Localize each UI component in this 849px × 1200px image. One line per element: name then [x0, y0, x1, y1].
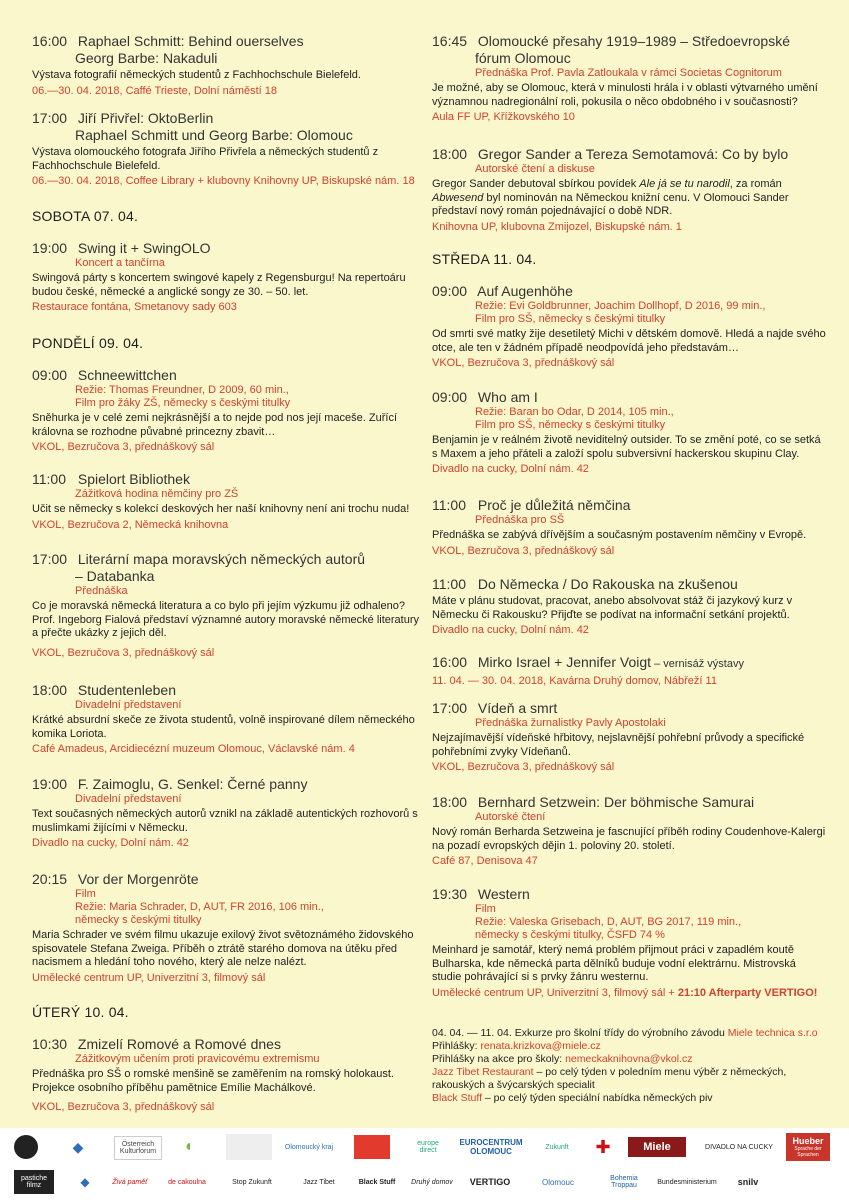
- event-title-2: fórum Olomouc: [475, 50, 571, 66]
- event-location: VKOL, Bezručova 3, přednáškový sál: [432, 544, 615, 557]
- event-time: 16:00: [432, 654, 468, 670]
- event-desc: Text současných německých autorů vznikl na základě autentických rozhovorů s muslimkami žijícími v Německu.: [32, 808, 418, 834]
- logo-stop: Stop Zukunft: [232, 1178, 272, 1186]
- event-time: 11:00: [32, 471, 66, 487]
- event-location: Divadlo na cucky, Dolní nám. 42: [432, 463, 589, 475]
- event-title: F. Zaimoglu, G. Senkel: Černé panny: [77, 776, 308, 792]
- event-desc: Benjamin je v reálném životě neviditelný outsider. To se změní poté, co se setká s Maxem a jeho přáteli a založí spolu subversivní hackerskou skupinu Clay.: [432, 434, 821, 460]
- event: [32, 33, 424, 98]
- event-location: VKOL, Bezručova 3, přednáškový sál: [32, 1101, 215, 1113]
- event-title: Spielort Bibliothek: [77, 471, 190, 487]
- event-desc: Výstava fotografií německých studentů z Fachhochschule Bielefeld.: [32, 69, 361, 81]
- event-subtitle: Film: [75, 888, 96, 900]
- event-title: Jiří Přivřel: OktoBerlin: [77, 110, 214, 126]
- logo-jazz-tibet: Jazz Tibet: [303, 1178, 335, 1186]
- event: [32, 871, 424, 985]
- event-title: Zmizelí Romové a Romové dnes: [77, 1036, 281, 1052]
- event-location: VKOL, Bezručova 3, přednáškový sál: [432, 761, 615, 773]
- event-time: 17:00: [432, 700, 468, 716]
- event-title: Swing it + SwingOLO: [77, 240, 211, 256]
- event-subtitle: Režie: Baran bo Odar, D 2014, 105 min.,: [475, 406, 674, 418]
- event-title: Raphael Schmitt: Behind ouerselves: [77, 33, 304, 49]
- event-subtitle: Přednáška pro SŠ: [475, 514, 565, 526]
- event: [432, 794, 828, 868]
- event-title: Bernhard Setzwein: Der böhmische Samurai: [477, 794, 755, 810]
- event-location: VKOL, Bezručova 3, přednáškový sál: [32, 646, 215, 659]
- logo-ziva-pamet: Živá paměť: [112, 1178, 148, 1186]
- event-title: Schneewittchen: [77, 367, 177, 383]
- logo-emblem: [14, 1135, 38, 1159]
- logo-cakoulna: de cakoulna: [168, 1178, 206, 1186]
- event-subtitle: Divadelní představení: [75, 699, 182, 711]
- event-time: 20:15: [32, 871, 68, 887]
- event-title: Mirko Israel + Jennifer Voigt: [477, 654, 652, 670]
- event-time: 09:00: [432, 283, 468, 299]
- event-location: Divadlo na cucky, Dolní nám. 42: [432, 624, 589, 636]
- event-title: Literární mapa moravských německých autorů: [77, 551, 366, 567]
- event: [32, 240, 424, 314]
- email-link[interactable]: nemeckaknihovna@vkol.cz: [565, 1053, 693, 1065]
- event-subtitle: Divadelní představení: [75, 793, 182, 805]
- event-time: 17:00: [32, 551, 68, 567]
- logo-eurocentrum: EUROCENTRUM OLOMOUC: [459, 1138, 523, 1156]
- event-title: Gregor Sander a Tereza Semotamová: Co by bylo: [477, 146, 789, 162]
- event-time: 11:00: [432, 497, 466, 513]
- event-subtitle: německy s českými titulky: [75, 914, 202, 926]
- event-subtitle: Autorské čtení a diskuse: [475, 163, 595, 175]
- event-desc: Sněhurka je v celé zemi nejkrásnější a to nejde pod nos její maceše. Zuřící královna se rozhodne půvabné princezny zbavit…: [32, 412, 398, 438]
- event-subtitle: Režie: Valeska Grisebach, D, AUT, BG 2017, 119 min.,: [475, 916, 742, 928]
- event-subtitle: Režie: Maria Schrader, D, AUT, FR 2016, 106 min.,: [75, 901, 324, 913]
- event-desc: Gregor Sander debutoval sbírkou povídek Ale já se tu narodil, za román Abwesend byl nominován na Německou knižní cenu. V Olomouci Sander představí nový román pojednávající o době NDR.: [432, 178, 789, 217]
- sponsor-logos: [0, 1128, 849, 1200]
- event-desc: Co je moravská německá literatura a co bylo při jejím výzkumu již odhaleno? Prof. Ingeborg Fialová představí významné autory moravské německé literatury a přečte ukázky z jejich děl.: [32, 600, 420, 639]
- event-title-2: – Databanka: [75, 568, 155, 584]
- event-location: Knihovna UP, klubovna Zmijozel, Biskupské nám. 1: [432, 220, 682, 233]
- logo-austria: Österreich Kulturforum: [114, 1136, 162, 1160]
- event-subtitle: Autorské čtení: [475, 811, 546, 823]
- event-time: 18:00: [432, 794, 468, 810]
- logo-city: [226, 1134, 272, 1160]
- event-location: Umělecké centrum UP, Univerzitní 3, filmový sál + 21:10 Afterparty VERTIGO!: [432, 986, 818, 999]
- event: [432, 146, 828, 234]
- day-heading: PONDĚLÍ 09. 04.: [32, 335, 144, 351]
- logo-bundesministerium: Bundesministerium: [657, 1178, 717, 1186]
- event-location: Café 87, Denisova 47: [432, 855, 538, 867]
- event-location: VKOL, Bezručova 2, Německá knihovna: [32, 518, 229, 531]
- event-subtitle: Režie: Thomas Freundner, D 2009, 60 min.,: [75, 384, 289, 396]
- event: [432, 700, 828, 774]
- logo-hueber: Hueber Sprache der Sprachen: [786, 1133, 830, 1161]
- event-location: Aula FF UP, Křížkovského 10: [432, 111, 575, 123]
- event-location: Divadlo na cucky, Dolní nám. 42: [32, 837, 189, 849]
- event: [32, 110, 424, 188]
- logo-ministry: ◆: [72, 1138, 84, 1155]
- event-desc: Přednáška se zabývá dřívějším a současným postavením němčiny v Evropě.: [432, 529, 807, 541]
- event: [432, 886, 828, 1000]
- event-title-2: Georg Barbe: Nakaduli: [75, 50, 218, 66]
- event-location: VKOL, Bezručova 3, přednáškový sál: [32, 441, 215, 453]
- event-title: Olomoucké přesahy 1919–1989 – Středoevropské: [477, 33, 790, 49]
- event-location: 06.—30. 04. 2018, Caffé Trieste, Dolní náměstí 18: [32, 84, 277, 97]
- logo-olomoucky-kraj: Olomoucký kraj: [284, 1143, 334, 1151]
- event-subtitle: Přednáška Prof. Pavla Zatloukala v rámci Societas Cognitorum: [475, 67, 782, 79]
- event: [432, 283, 828, 370]
- event-title: Auf Augenhöhe: [477, 283, 573, 299]
- event-subtitle: Zážitková hodina němčiny pro ZŠ: [75, 488, 239, 500]
- event-time: 19:00: [32, 776, 68, 792]
- event-desc: Je možné, aby se Olomouc, která v minulosti hrála i v oblasti výtvarného umění významnou nadregionální roli, pokusila o něco obdobného i v současnosti?: [432, 82, 818, 108]
- event-subtitle: Film pro SŠ, německy s českými titulky: [475, 313, 666, 325]
- event-desc: Maria Schrader ve svém filmu ukazuje exilový život světoznámého židovského spisovatele Stefana Zweiga. Příběh o ztrátě starého domova na útěku před nacismem a hledání toho nového, který ale nelze nalézt.: [32, 929, 414, 968]
- event: [432, 654, 828, 688]
- event-subtitle: Přednáška: [75, 585, 128, 597]
- event-subtitle: Film pro žáky ZŠ, německy s českými titulky: [75, 397, 291, 409]
- event-desc: Krátké absurdní skeče ze života studentů, volně inspirované dílem německého komika Loriota.: [32, 714, 415, 740]
- event-subtitle: Zážitkovým učením proti pravicovému extremismu: [75, 1053, 320, 1065]
- logo-black-stuff: Black Stuff: [358, 1178, 396, 1186]
- event-location: Café Amadeus, Arcidiecézní muzeum Olomouc, Václavské nám. 4: [32, 743, 355, 755]
- logo-zukunft: Zukunft: [545, 1143, 569, 1151]
- logo-red: [354, 1135, 390, 1159]
- event: [432, 576, 828, 637]
- logo-miele: Miele: [628, 1137, 686, 1157]
- day-heading: STŘEDA 11. 04.: [432, 251, 537, 267]
- event-desc: Výstava olomouckého fotografa Jiřího Přivřela a německých studentů z Fachhochschule Bielefeld.: [32, 146, 379, 172]
- event: [32, 551, 424, 660]
- event-title: Do Německa / Do Rakouska na zkušenou: [477, 576, 738, 592]
- event-time: 19:30: [432, 886, 468, 902]
- event-desc: Přednáška pro SŠ o romské menšině se zaměřením na romský holokaust. Projekce osobního příběhu pamětnice Emílie Machálkové.: [32, 1068, 394, 1094]
- logo-snilv: snilv: [737, 1177, 759, 1187]
- event-location: 06.—30. 04. 2018, Coffee Library + klubovny Knihovny UP, Biskupské nám. 18: [32, 175, 415, 187]
- event-time: 18:00: [32, 682, 68, 698]
- event-location: Restaurace fontána, Smetanovy sady 603: [32, 301, 237, 313]
- day-heading: SOBOTA 07. 04.: [32, 208, 139, 224]
- event-time: 17:00: [32, 110, 68, 126]
- event-title: Who am I: [477, 389, 538, 405]
- event: [432, 33, 828, 124]
- event: [32, 367, 424, 454]
- notes: 04. 04. — 11. 04. Exkurze pro školní třídy do výrobního závodu Miele technica s.r.o Přihlášky: renata.krizkova@miele.cz Přihlášky na akce pro školy: nemeckaknihovna@vkol.cz Jazz Tibet Restaurant – po celý týden v poledním menu výběr z německých, rakouských a švýcarských specialit Black Stuff – po celý týden speciální nabídka německých piv: [432, 1027, 818, 1104]
- event-title: Vor der Morgenröte: [77, 871, 199, 887]
- event: [32, 1036, 424, 1114]
- event-subtitle: Film: [475, 903, 496, 915]
- event-title-2: Raphael Schmitt und Georg Barbe: Olomouc: [75, 127, 353, 143]
- day-heading: ÚTERÝ 10. 04.: [32, 1004, 129, 1020]
- event-desc: Od smrti své matky žije desetiletý Michi v dětském domově. Hledá a najde svého otce, ale ten v žádném případě neodpovídá jeho představám…: [432, 328, 826, 354]
- event-subtitle: Film pro SŠ, německy s českými titulky: [475, 419, 666, 431]
- logo-up: ◆: [80, 1175, 90, 1189]
- event-time: 09:00: [432, 389, 468, 405]
- event: [32, 682, 424, 756]
- event: [32, 776, 424, 850]
- event-desc: Nový román Berharda Setzweina je fascnující příběh rodiny Coudenhove-Kalergi na pozadí evropských dějin 1. poloviny 20. století.: [432, 826, 826, 852]
- logo-divadlo: DIVADLO NA CUCKY: [705, 1143, 773, 1151]
- logo-pastiche: pastiche filmz: [14, 1170, 54, 1194]
- event: [432, 389, 828, 476]
- event-desc: Meinhard je samotář, který nemá problém přijmout práci v zapadlém koutě Bulharska, kde německá parta dělníků buduje vodní elektrárnu. Mistrovská studie pohrávající si s prvky žánru westernu.: [432, 944, 796, 983]
- event-location: Umělecké centrum UP, Univerzitní 3, filmový sál: [32, 971, 266, 984]
- event-subtitle: Koncert a tančírna: [75, 257, 165, 269]
- event-location: VKOL, Bezručova 3, přednáškový sál: [432, 357, 615, 369]
- event-desc: Swingová párty s koncertem swingové kapely z Regensburgu! Na repertoáru budou české, německé a anglické songy ze 30. – 50. let.: [32, 272, 406, 298]
- logo-druhy-domov: Druhý domov: [411, 1178, 453, 1186]
- event-time: 09:00: [32, 367, 68, 383]
- logo-goethe: ◐: [185, 1138, 195, 1155]
- event-title: Western: [477, 886, 530, 902]
- red-cross-icon: ✚: [595, 1136, 611, 1157]
- event-time: 19:00: [32, 240, 68, 256]
- event-time: 18:00: [432, 146, 468, 162]
- event-title: Proč je důležitá němčina: [477, 497, 631, 513]
- event: [32, 471, 424, 532]
- event-time: 10:30: [32, 1036, 68, 1052]
- event-title-suffix: – vernisáž výstavy: [651, 658, 744, 670]
- event-time: 16:45: [432, 33, 468, 49]
- event-desc: Nejzajímavější vídeňské hřbitovy, nejslavnější pohřební průvody a specifické pohřebními zvyky Vídeňanů.: [432, 732, 805, 758]
- event-time: 16:00: [32, 33, 68, 49]
- event-location: 11. 04. — 30. 04. 2018, Kavárna Druhý domov, Nábřeží 11: [432, 675, 717, 687]
- event-desc: Máte v plánu studovat, pracovat, anebo absolvovat stáž či jazykový kurz v Německu či Rakousku? Přijďte se podívat na informační setkání projektů.: [432, 595, 793, 621]
- event-subtitle: Režie: Evi Goldbrunner, Joachim Dollhopf, D 2016, 99 min.,: [475, 300, 766, 312]
- logo-vertigo: VERTIGO: [469, 1177, 511, 1187]
- event: [432, 497, 828, 558]
- event-time: 11:00: [432, 576, 466, 592]
- event-title: Studentenleben: [77, 682, 176, 698]
- logo-bohemia-troppau: Bohemia Troppau: [610, 1175, 638, 1189]
- event-subtitle: Přednáška žurnalistky Pavly Apostolaki: [475, 717, 666, 729]
- email-link[interactable]: renata.krizkova@miele.cz: [480, 1040, 601, 1052]
- event-title: Vídeň a smrt: [477, 700, 558, 716]
- logo-olomouc: Olomouc: [541, 1177, 574, 1187]
- event-subtitle: německy s českými titulky, ČSFD 74 %: [475, 929, 665, 941]
- logo-europe-direct: europe direct: [417, 1140, 439, 1154]
- event-desc: Učit se německy s kolekcí deskových her naší knihovny není ani trochu nuda!: [32, 503, 410, 515]
